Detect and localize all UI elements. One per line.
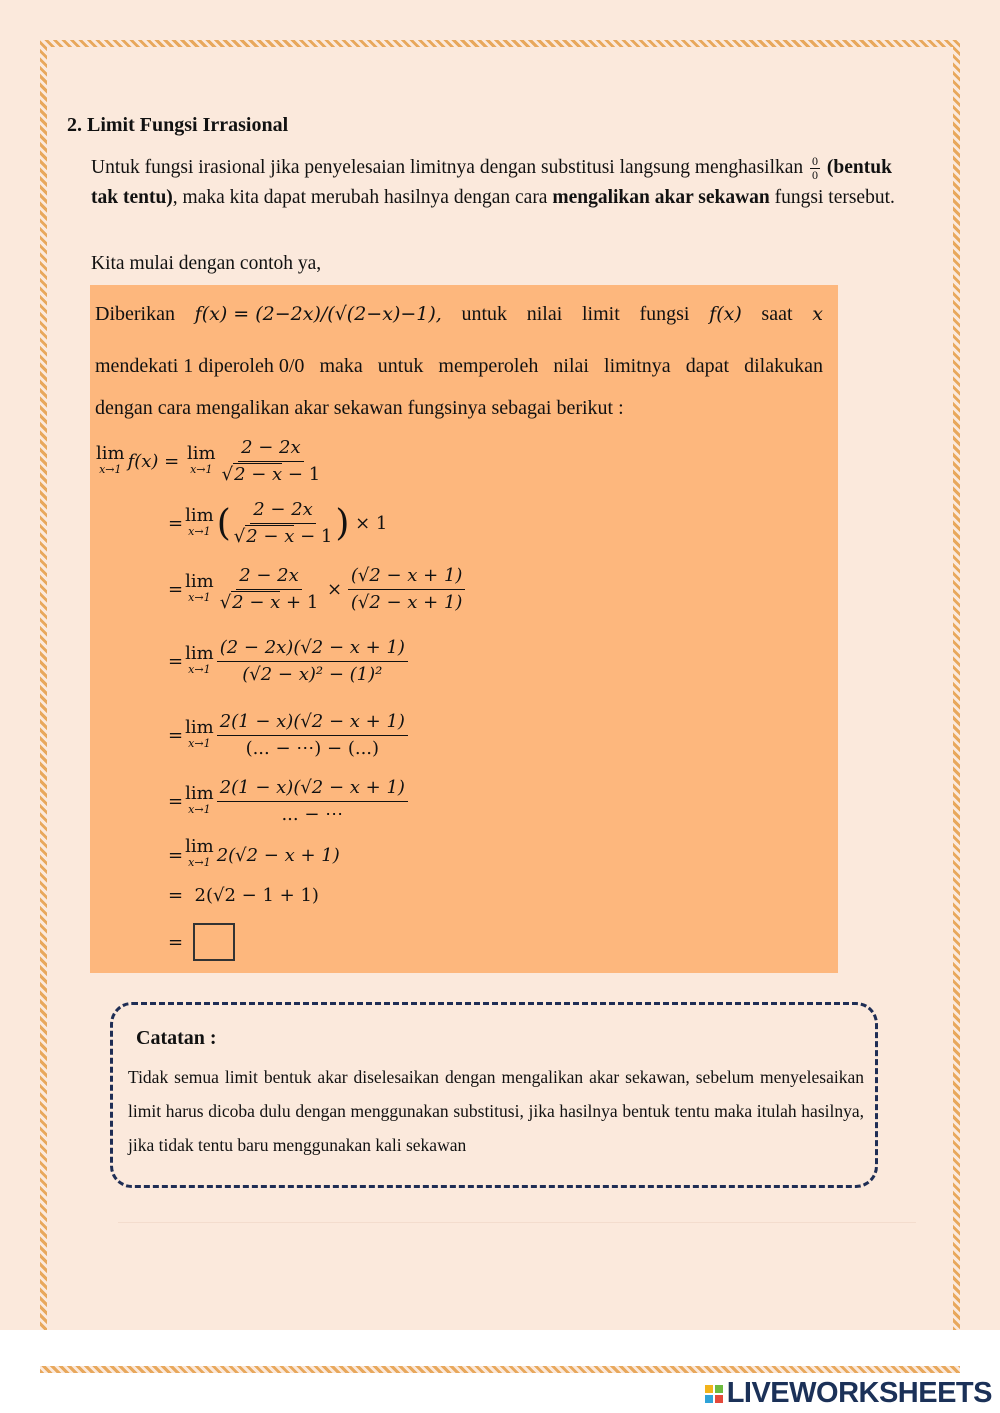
section-heading: 2. Limit Fungsi Irrasional [67, 114, 289, 136]
zero-over-zero-fraction: $\frac{0}{0}$ [812, 154, 819, 183]
step-4: = lim x→1 (2 − 2x)(√2 − x + 1) (√2 − x)² − (1)² [168, 635, 408, 688]
step-9: = [168, 923, 235, 961]
step-5: = lim x→1 2(1 − x)(√2 − x + 1) (... − ⋯) − (...) [168, 709, 408, 762]
intro-bold-2: mengalikan akar sekawan [552, 187, 770, 208]
step-8: = 2(√2 − 1 + 1) [168, 885, 319, 906]
step-1: lim x→1 f(x) = lim x→1 2 − 2x √2 − x − 1 [96, 437, 321, 485]
step-3: = lim x→1 2 − 2x √2 − x + 1 × (√2 − x + 1) (√2 − x + 1) [168, 563, 465, 616]
divider [118, 1222, 916, 1223]
liveworksheets-logo: LIVEWORKSHEETS [705, 1377, 992, 1410]
example-box [90, 285, 838, 973]
intro-text-3: fungsi tersebut. [774, 187, 895, 208]
answer-input-box[interactable] [193, 923, 235, 961]
example-line-1: Diberikan f(x) = (2−2x)/(√(2−x)−1), untuk nilai limit fungsi f(x) saat x [95, 303, 823, 325]
frame-bottom-edge [40, 1366, 960, 1373]
step-6: = lim x→1 2(1 − x)(√2 − x + 1) ... − ⋯ [168, 775, 408, 828]
example-intro: Kita mulai dengan contoh ya, [91, 253, 322, 274]
intro-text-2: , maka kita dapat merubah hasilnya dengan cara [172, 187, 548, 208]
logo-grid-icon [705, 1385, 723, 1403]
intro-paragraph [91, 153, 913, 213]
step-2: = lim x→1 ( 2 − 2x √2 − x − 1 ) × 1 [168, 499, 388, 547]
note-title: Catatan : [136, 1027, 217, 1049]
note-body: Tidak semua limit bentuk akar diselesaikan dengan mengalikan akar sekawan, sebelum menyelesaikan limit harus dicoba dulu dengan menggunakan substitusi, jika hasilnya bentuk tentu maka itulah hasilnya, jika tidak tentu baru menggunakan kali sekawan [128, 1067, 864, 1155]
step-7: = lim x→1 2(√2 − x + 1) [168, 836, 340, 869]
example-line-3: dengan cara mengalikan akar sekawan fungsinya sebagai berikut : [95, 397, 624, 419]
intro-bold-1: (bentuk tak tentu) [91, 157, 892, 208]
example-line-2: mendekati 1 diperoleh 0/0 maka untuk memperoleh nilai limitnya dapat dilakukan [95, 355, 823, 377]
intro-text-1: Untuk fungsi irasional jika penyelesaian limitnya dengan substitusi langsung menghasilkan [91, 157, 804, 178]
